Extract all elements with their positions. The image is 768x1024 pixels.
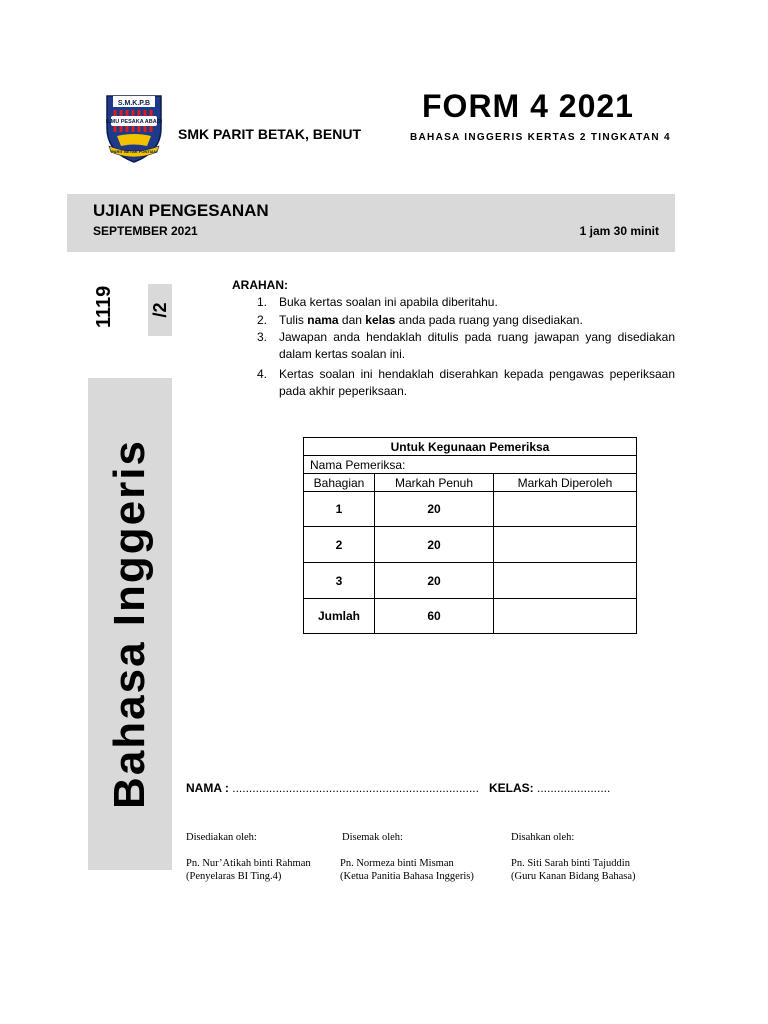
full-mark-cell: 20 (375, 527, 494, 563)
examiner-table (303, 437, 637, 634)
reviewed-by-role: Disemak oleh: (342, 832, 403, 843)
subject-line: BAHASA INGGERIS KERTAS 2 TINGKATAN 4 (410, 132, 671, 143)
instruction-item (257, 294, 677, 311)
name-field[interactable]: .......................................................................... (232, 781, 479, 795)
approved-by-block (511, 857, 636, 883)
subject-vertical-title: Bahasa Inggeris (105, 439, 154, 809)
full-mark-cell: 20 (375, 563, 494, 599)
logo-top-text: S.M.K.P.B (117, 100, 151, 107)
instruction-item (257, 312, 677, 329)
table-row (304, 563, 637, 599)
instruction-number: 2. (257, 313, 268, 327)
instruction-text: Jawapan anda hendaklah ditulis pada ruang jawapan yang disediakan dalam kertas soalan ini. (279, 330, 675, 361)
signatory-position: (Penyelaras BI Ting.4) (186, 871, 282, 882)
section-cell: 3 (304, 563, 375, 599)
instruction-text: Tulis nama dan kelas anda pada ruang yang disediakan. (279, 313, 583, 327)
paper-number: /2 (150, 302, 170, 318)
instruction-number: 1. (257, 295, 268, 309)
table-row (304, 527, 637, 563)
full-mark-cell: 20 (375, 492, 494, 527)
class-field[interactable]: ...................... (536, 781, 611, 795)
instruction-text: Buka kertas soalan ini apabila diberitahu. (279, 295, 498, 309)
signatory-name: Pn. Siti Sarah binti Tajuddin (511, 858, 630, 869)
name-label: NAMA : (186, 781, 229, 795)
reviewed-by-block (340, 857, 474, 883)
section-cell: 1 (304, 492, 375, 527)
signatory-name: Pn. Normeza binti Misman (340, 858, 454, 869)
exam-duration: 1 jam 30 minit (579, 224, 659, 238)
section-cell: 2 (304, 527, 375, 563)
total-label-cell: Jumlah (304, 599, 375, 634)
subject-tab (88, 378, 172, 870)
form-title: FORM 4 2021 (422, 88, 634, 124)
prepared-by-block (186, 857, 311, 883)
column-header: Markah Diperoleh (494, 474, 637, 492)
obtained-mark-cell[interactable] (494, 527, 637, 563)
logo-ribbon-text: PARIT BETAK PONTIAN (111, 149, 157, 154)
student-info-line (186, 781, 610, 795)
paper-code: 1119 (93, 285, 115, 328)
instruction-item (257, 366, 677, 400)
logo-motto: ILMU PESAKA ABADI (105, 119, 163, 125)
instruction-text: Kertas soalan ini hendaklah diserahkan kepada pengawas peperiksaan pada akhir peperiksaan. (279, 367, 675, 398)
paper-code-tab (88, 284, 172, 336)
instructions-title: ARAHAN: (232, 278, 288, 292)
signatory-position: (Guru Kanan Bidang Bahasa) (511, 871, 636, 882)
school-logo (103, 92, 165, 164)
instruction-number: 3. (257, 330, 268, 344)
table-row (304, 492, 637, 527)
signatory-position: (Ketua Panitia Bahasa Inggeris) (340, 871, 474, 882)
column-header: Bahagian (304, 474, 375, 492)
table-title: Untuk Kegunaan Pemeriksa (304, 438, 637, 456)
signatory-name: Pn. Nur’Atikah binti Rahman (186, 858, 311, 869)
column-header: Markah Penuh (375, 474, 494, 492)
approved-by-role: Disahkan oleh: (511, 832, 575, 843)
obtained-mark-cell[interactable] (494, 492, 637, 527)
table-row-total (304, 599, 637, 634)
exam-date: SEPTEMBER 2021 (93, 224, 198, 238)
school-name: SMK PARIT BETAK, BENUT (178, 126, 362, 142)
total-obtained-cell[interactable] (494, 599, 637, 634)
instruction-number: 4. (257, 367, 268, 381)
examiner-name-field[interactable]: Nama Pemeriksa: (304, 456, 637, 474)
instruction-item (257, 329, 677, 363)
exam-name: UJIAN PENGESANAN (93, 201, 269, 220)
prepared-by-role: Disediakan oleh: (186, 832, 257, 843)
total-full-cell: 60 (375, 599, 494, 634)
obtained-mark-cell[interactable] (494, 563, 637, 599)
class-label: KELAS: (488, 781, 534, 795)
